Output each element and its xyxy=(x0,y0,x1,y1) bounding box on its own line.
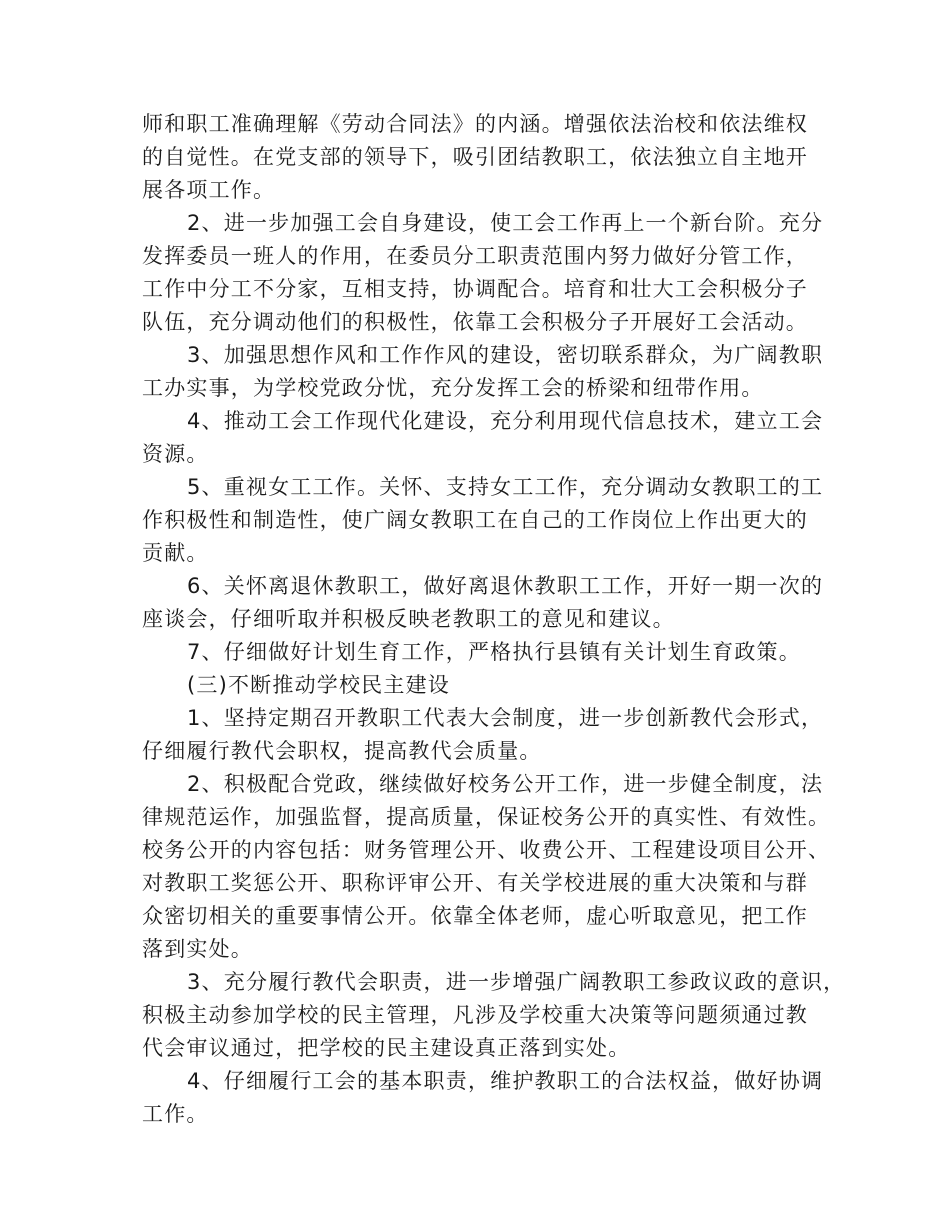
text-line: 校务公开的内容包括：财务管理公开、收费公开、工程建设项目公开、 xyxy=(142,838,831,862)
text-line: 贡献。 xyxy=(142,541,209,565)
text-line: 师和职工准确理解《劳动合同法》的内涵。增强依法治校和依法维权 xyxy=(142,112,808,136)
text-line: 2、积极配合党政，继续做好校务公开工作，进一步健全制度，法 xyxy=(187,772,824,796)
section-heading: (三)不断推动学校民主建设 xyxy=(187,673,450,697)
text-line: 对教职工奖惩公开、职称评审公开、有关学校进展的重大决策和与群 xyxy=(142,871,808,895)
text-line: 4、推动工会工作现代化建设，充分利用现代信息技术，建立工会 xyxy=(187,409,824,433)
text-line: 座谈会，仔细听取并积极反映老教职工的意见和建议。 xyxy=(142,607,675,631)
text-line: 2、进一步加强工会自身建设，使工会工作再上一个新台阶。充分 xyxy=(187,211,824,235)
text-line: 众密切相关的重要事情公开。依靠全体老师，虚心听取意见，把工作 xyxy=(142,904,808,928)
text-line: 6、关怀离退休教职工，做好离退休教职工工作，开好一期一次的 xyxy=(187,574,824,598)
text-line: 资源。 xyxy=(142,442,209,466)
text-line: 工作中分工不分家，互相支持，协调配合。培育和壮大工会积极分子 xyxy=(142,277,808,301)
text-line: 代会审议通过，把学校的民主建设真正落到实处。 xyxy=(142,1036,631,1060)
text-line: 发挥委员一班人的作用，在委员分工职责范围内努力做好分管工作， xyxy=(142,244,808,268)
text-line: 4、仔细履行工会的基本职责，维护教职工的合法权益，做好协调 xyxy=(187,1069,824,1093)
text-line: 1、坚持定期召开教职工代表大会制度，进一步创新教代会形式， xyxy=(187,706,824,730)
text-line: 仔细履行教代会职权，提高教代会质量。 xyxy=(142,739,542,763)
text-line: 5、重视女工工作。关怀、支持女工工作，充分调动女教职工的工 xyxy=(187,475,824,499)
text-line: 的自觉性。在党支部的领导下，吸引团结教职工，依法独立自主地开 xyxy=(142,145,808,169)
text-line: 积极主动参加学校的民主管理，凡涉及学校重大决策等问题须通过教 xyxy=(142,1003,808,1027)
text-line: 队伍，充分调动他们的积极性，依靠工会积极分子开展好工会活动。 xyxy=(142,310,808,334)
text-line: 工作。 xyxy=(142,1102,209,1126)
text-line: 作积极性和制造性，使广阔女教职工在自己的工作岗位上作出更大的 xyxy=(142,508,808,532)
text-line: 落到实处。 xyxy=(142,937,253,961)
text-line: 3、充分履行教代会职责，进一步增强广阔教职工参政议政的意识， xyxy=(187,970,846,994)
text-line: 3、加强思想作风和工作作风的建设，密切联系群众，为广阔教职 xyxy=(187,343,824,367)
text-line: 工办实事，为学校党政分忧，充分发挥工会的桥梁和纽带作用。 xyxy=(142,376,764,400)
text-line: 7、仔细做好计划生育工作，严格执行县镇有关计划生育政策。 xyxy=(187,640,801,664)
text-line: 展各项工作。 xyxy=(142,178,276,202)
text-line: 律规范运作，加强监督，提高质量，保证校务公开的真实性、有效性。 xyxy=(142,805,831,829)
